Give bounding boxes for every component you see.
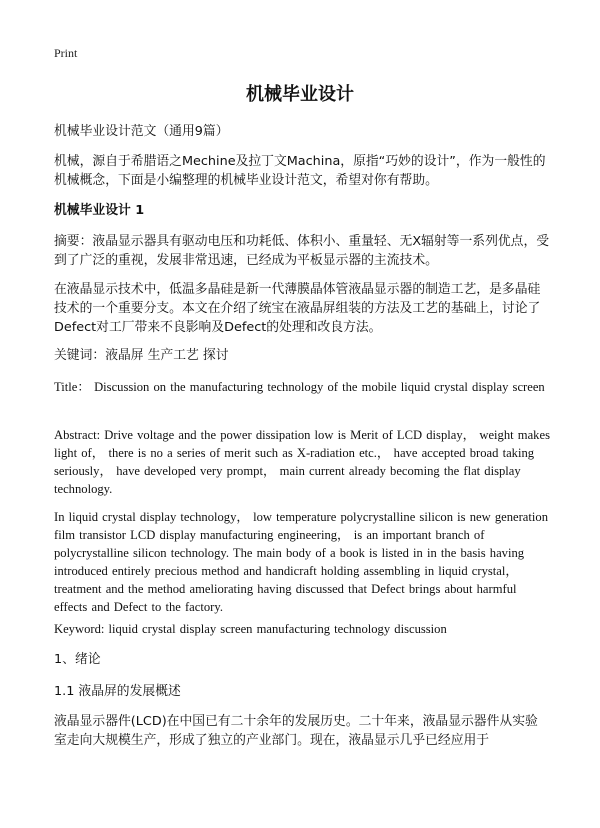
subsection-heading: 1.1 液晶屏的发展概述 — [54, 684, 181, 699]
page-title: 机械毕业设计 — [246, 84, 354, 105]
title-en: Title： Discussion on the manufacturing technology of the mobile liquid crystal display screen — [54, 380, 545, 394]
keywords-zh: 关键词：液晶屏 生产工艺 探讨 — [54, 348, 229, 363]
body-en: In liquid crystal display technology， low temperature polycrystalline silicon is new generation film transistor LCD display manufacturing engineering， is an important branch of polycrystalline silicon technology. The main body of a book is listed in in the basis having introduced entirely precious method and handicraft holding assembling in liquid crystal， treatment and the method ameliorating having discussed that Defect brings about harmful effects and Defect to the factory. — [54, 510, 548, 614]
intro-paragraph: 机械，源自于希腊语之Mechine及拉丁文Machina，原指“巧妙的设计”，作为一般性的机械概念，下面是小编整理的机械毕业设计范文，希望对你有帮助。 — [54, 154, 546, 188]
print-link[interactable]: Print — [54, 46, 78, 60]
section-heading: 机械毕业设计 1 — [54, 203, 145, 218]
section-intro-heading: 1、绪论 — [54, 652, 101, 667]
final-paragraph: 液晶显示器件(LCD)在中国已有二十余年的发展历史。二十年来，液晶显示器件从实验室走向大规模生产，形成了独立的产业部门。现在，液晶显示几乎已经应用于 — [54, 714, 538, 748]
subtitle: 机械毕业设计范文（通用9篇） — [54, 124, 229, 139]
keywords-en: Keyword: liquid crystal display screen manufacturing technology discussion — [54, 622, 447, 636]
abstract-zh: 摘要：液晶显示器具有驱动电压和功耗低、体积小、重量轻、无X辐射等一系列优点，受到了广泛的重视，发展非常迅速，已经成为平板显示器的主流技术。 — [54, 234, 550, 268]
body-zh: 在液晶显示技术中，低温多晶硅是新一代薄膜晶体管液晶显示器的制造工艺，是多晶硅技术的一个重要分支。本文在介绍了统宝在液晶屏组装的方法及工艺的基础上，讨论了Defect对工厂带来不良影响及Defect的处理和改良方法。 — [54, 282, 541, 335]
abstract-en: Abstract: Drive voltage and the power dissipation low is Merit of LCD display， weight makes light of， there is no a series of merit such as X-radiation etc.， have accepted broad taking seriously， have developed very prompt， main current already becoming the flat display technology. — [54, 428, 550, 496]
